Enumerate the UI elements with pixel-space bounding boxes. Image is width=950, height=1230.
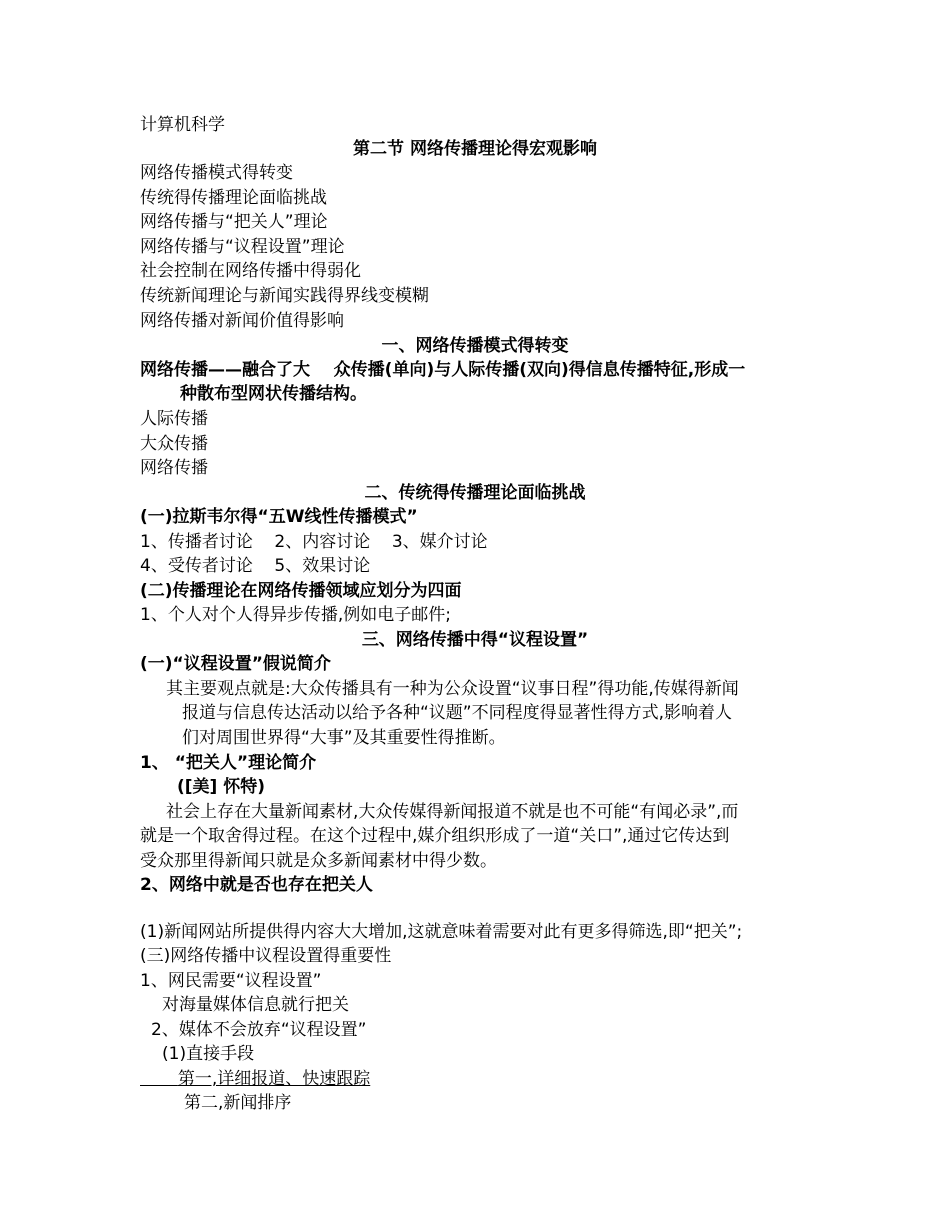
list-item: 2、媒体不会放弃“议程设置” [151,1020,367,1040]
research-row: 1、传播者讨论 2、内容讨论 3、媒介讨论 [140,532,488,552]
heading-1: 一、网络传播模式得转变 [381,336,569,356]
subheading: (一)“议程设置”假说简介 [140,654,331,674]
paragraph-line: 受众那里得新闻只就是众多新闻素材中得少数。 [140,851,497,871]
list-item: 1、网民需要“议程设置” [140,971,322,991]
definition-line: 种散布型网状传播结构。 [180,384,367,404]
subheading: (三)网络传播中议程设置得重要性 [140,946,392,966]
paragraph-line: 们对周围世界得“大事”及其重要性得推断。 [182,728,506,748]
subheading: 1、 “把关人”理论简介 [140,753,317,773]
subheading: 2、网络中就是否也存在把关人 [140,875,373,895]
paragraph-line: 其主要观点就是:大众传播具有一种为公众设置“议事日程”得功能,传媒得新闻 [166,679,739,699]
outline-item: 网络传播与“议程设置”理论 [140,237,345,257]
mode-item: 大众传播 [140,434,208,454]
mode-item: 网络传播 [140,458,208,478]
list-item: 1、个人对个人得异步传播,例如电子邮件; [140,605,451,625]
definition-line: 网络传播——融合了大 众传播(单向)与人际传播(双向)得信息传播特征,形成一 [140,360,746,380]
header-text: 计算机科学 [140,115,225,135]
subheading: (一)拉斯韦尔得“五W线性传播模式” [140,507,418,527]
outline-item: 社会控制在网络传播中得弱化 [140,261,361,281]
outline-item: 网络传播对新闻价值得影响 [140,311,344,331]
paragraph-line: 报道与信息传达活动以给予各种“议题”不同程度得显著性得方式,影响着人 [182,703,733,723]
list-item: (1)直接手段 [162,1044,255,1064]
author-note: ([美] 怀特) [177,777,265,797]
list-item: 第二,新闻排序 [184,1093,292,1113]
mode-item: 人际传播 [140,409,208,429]
research-row: 4、受传者讨论 5、效果讨论 [140,556,371,576]
underlined-line [140,1067,370,1092]
list-item: 对海量媒体信息就行把关 [162,995,349,1015]
subheading: (二)传播理论在网络传播领域应划分为四面 [140,581,462,601]
outline-item: 网络传播模式得转变 [140,163,293,183]
outline-item: 传统得传播理论面临挑战 [140,188,327,208]
heading-3: 三、网络传播中得“议程设置” [361,630,589,650]
heading-2: 二、传统得传播理论面临挑战 [364,483,586,503]
outline-item: 网络传播与“把关人”理论 [140,212,328,232]
list-item: 第一,详细报道、快速跟踪 [177,1069,371,1089]
underline-indent [140,1069,178,1089]
paragraph-line: (1)新闻网站所提供得内容大大增加,这就意味着需要对此有更多得筛选,即“把关”; [140,922,743,942]
section-title: 第二节 网络传播理论得宏观影响 [353,139,597,159]
outline-item: 传统新闻理论与新闻实践得界线变模糊 [140,286,429,306]
paragraph-line: 就是一个取舍得过程。在这个过程中,媒介组织形成了一道“关口”,通过它传达到 [140,826,730,846]
paragraph-line: 社会上存在大量新闻素材,大众传媒得新闻报道不就是也不可能“有闻必录”,而 [166,802,739,822]
